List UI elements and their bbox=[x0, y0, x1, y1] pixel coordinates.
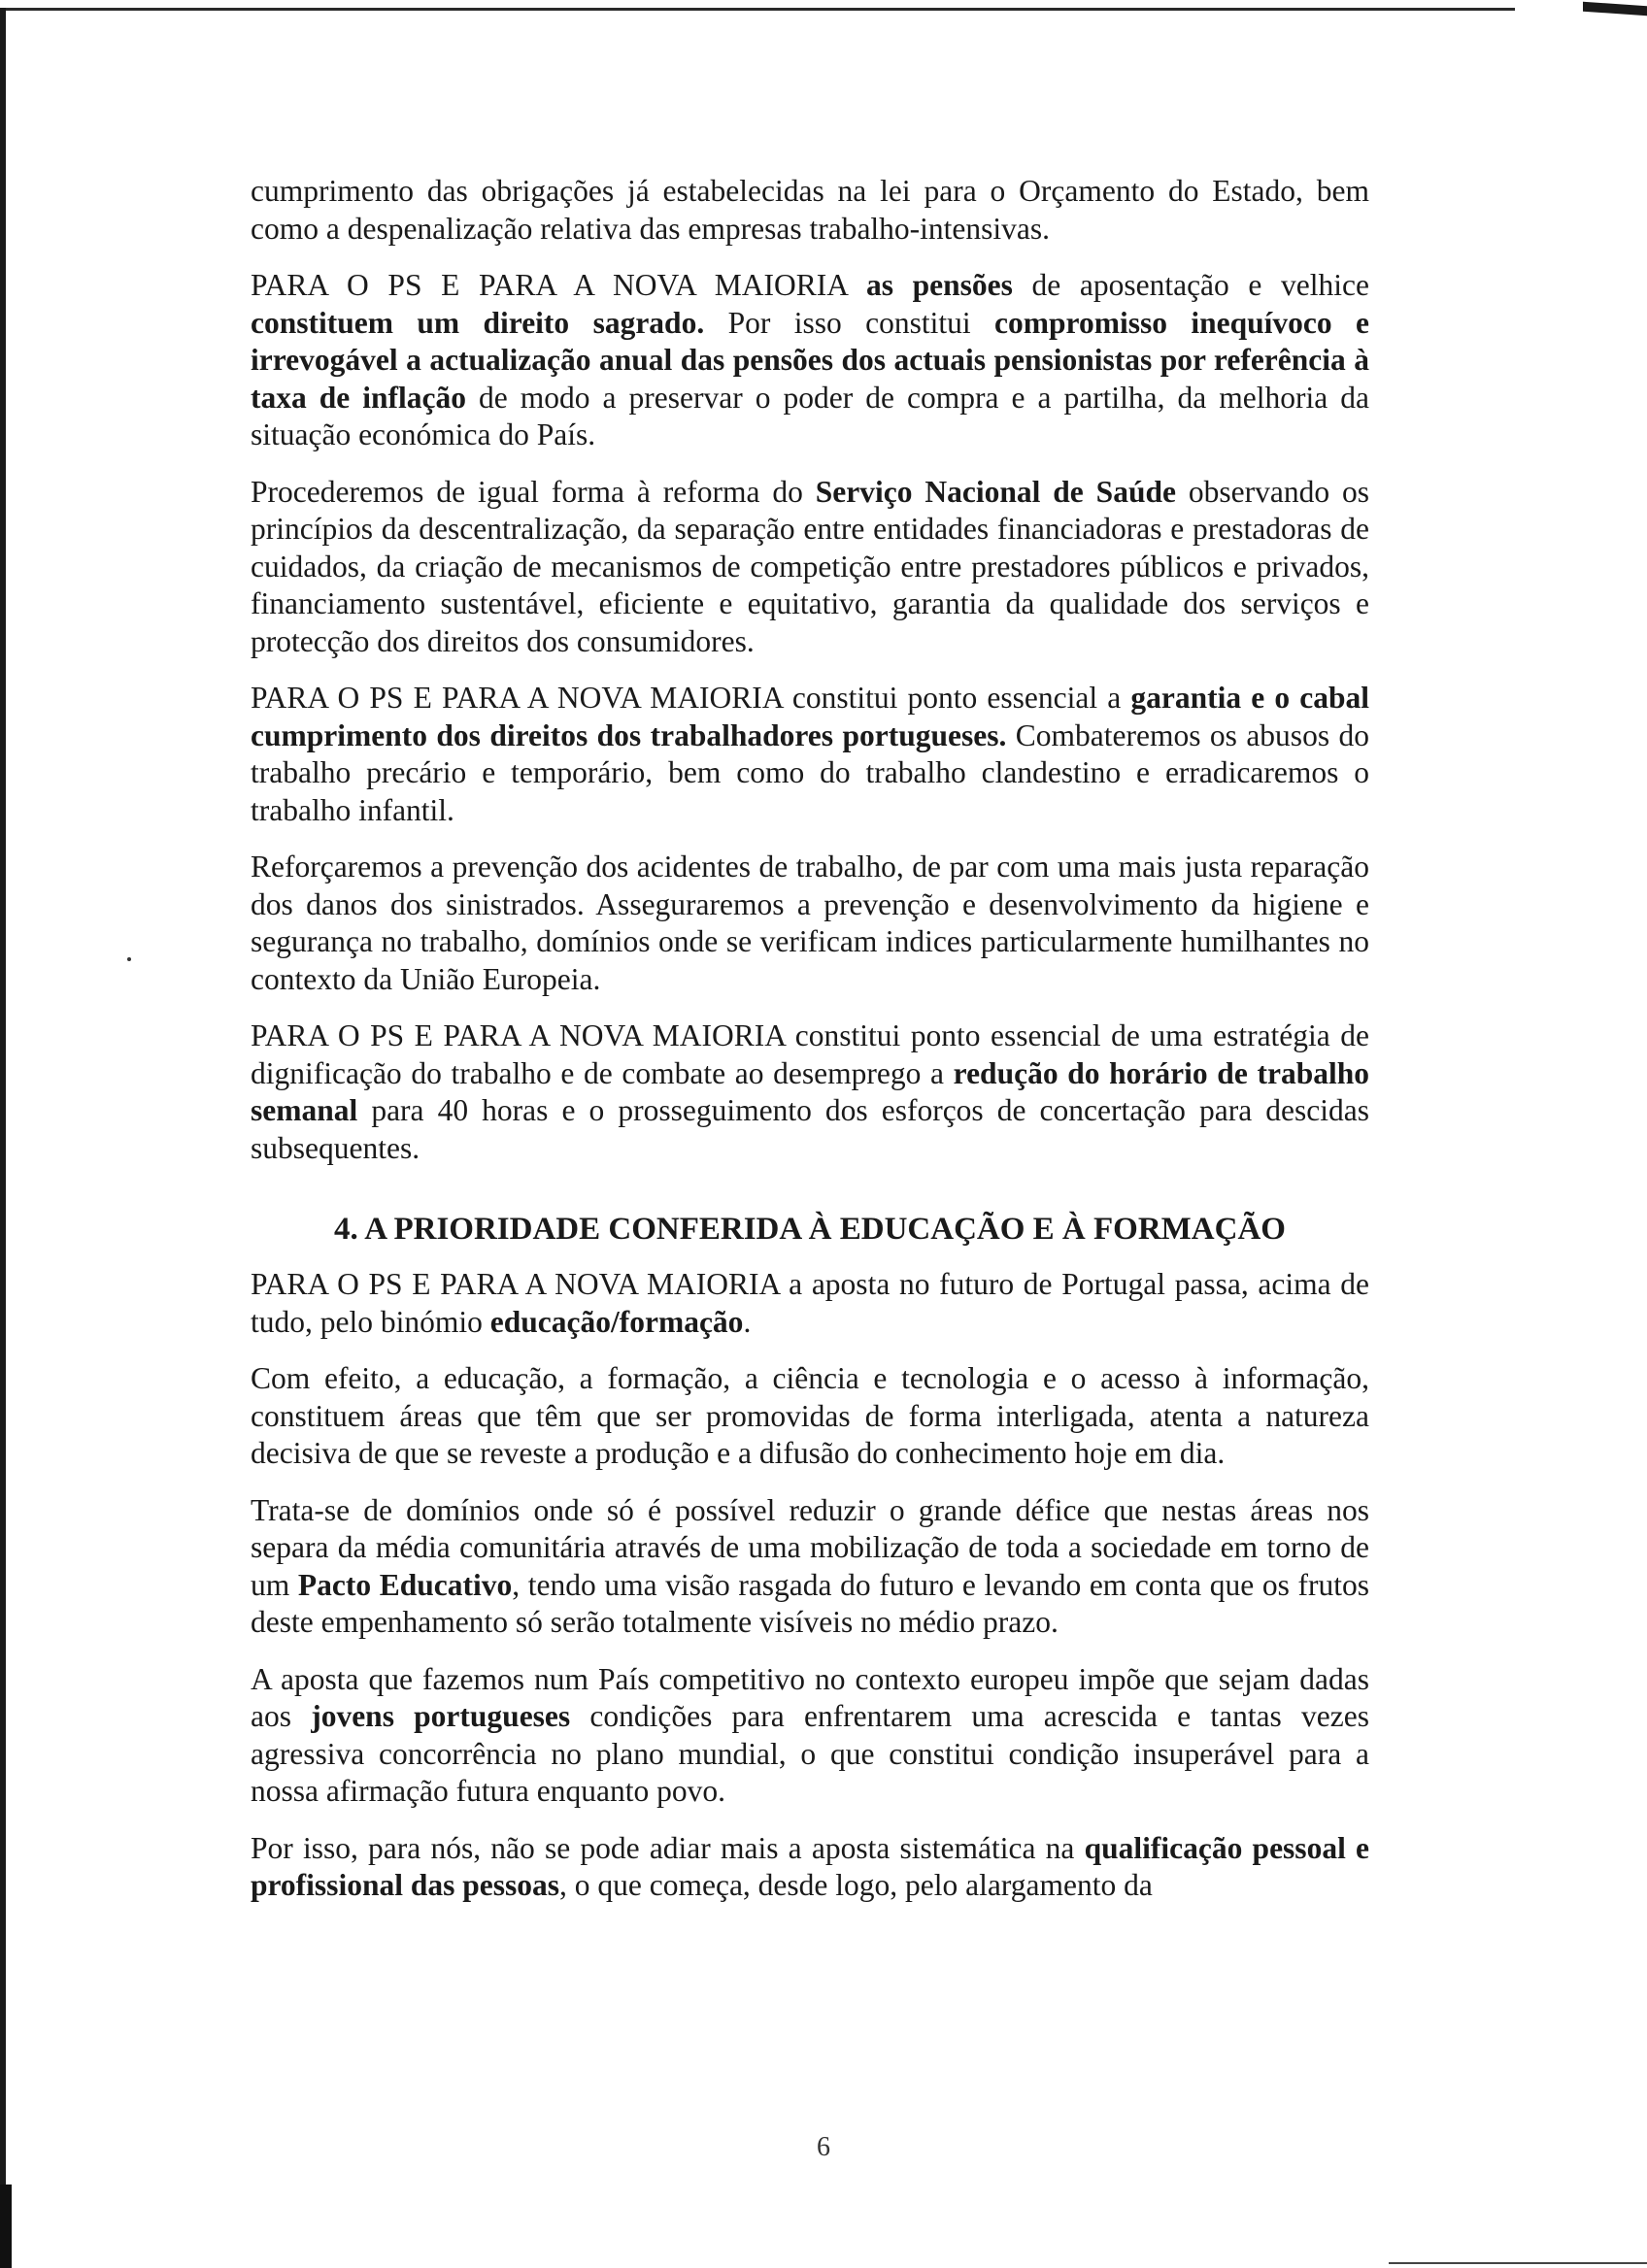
document-body bbox=[251, 173, 1369, 1924]
scan-mark-bottom-left bbox=[0, 2185, 12, 2268]
paragraph-3: Procederemos de igual forma à reforma do Serviço Nacional de Saúde observando os princípios da descentralização, da separação entre entidades financiadoras e prestadoras de cuidados, da criação de mecanismos de competição entre prestadores públicos e privados, financiamento sustentável, eficiente e equitativo, garantia da qualidade dos serviços e protecção dos direitos dos consumidores. bbox=[251, 474, 1369, 658]
paragraph-11: Por isso, para nós, não se pode adiar mais a aposta sistemática na qualificação pessoal e profissional das pessoas, o que começa, desde logo, pelo alargamento da bbox=[251, 1830, 1370, 1902]
paragraph-9: Trata-se de domínios onde só é possível reduzir o grande défice que nestas áreas nos separa da média comunitária através de uma mobilização de toda a sociedade em torno de um Pacto Educativo, tendo uma visão rasgada do futuro e levando em conta que os frutos deste empenhamento só serão totalmente visíveis no médio prazo. bbox=[251, 1492, 1369, 1639]
paragraph-2: PARA O PS E PARA A NOVA MAIORIA as pensões de aposentação e velhice constituem um direito sagrado. Por isso constitui compromisso inequívoco e irrevogável a actualização anual das pensões dos actuais pensionistas por referência à taxa de inflação de modo a preservar o poder de compra e a partilha, da melhoria da situação económica do País. bbox=[251, 268, 1370, 451]
paragraph-10: A aposta que fazemos num País competitivo no contexto europeu impõe que sejam dadas aos jovens portugueses condições para enfrentarem uma acrescida e tantas vezes agressiva concorrência no plano mundial, o que constitui condição insuperável para a nossa afirmação futura enquanto povo. bbox=[251, 1661, 1369, 1808]
paragraph-5: Reforçaremos a prevenção dos acidentes de trabalho, de par com uma mais justa reparação dos danos dos sinistrados. Asseguraremos a prevenção e desenvolvimento da higiene e segurança no trabalho, domínios onde se verificam indices particularmente humilhantes no contexto da União Europeia. bbox=[251, 850, 1369, 996]
paragraph-4: PARA O PS E PARA A NOVA MAIORIA constitui ponto essencial a garantia e o cabal cumprimento dos direitos dos trabalhadores portugueses. Combateremos os abusos do trabalho precário e temporário, bem como do trabalho clandestino e erradicaremos o trabalho infantil. bbox=[251, 681, 1369, 827]
paragraph-6: PARA O PS E PARA A NOVA MAIORIA constitui ponto essencial de uma estratégia de dignificação do trabalho e de combate ao desemprego a redução do horário de trabalho semanal para 40 horas e o prosseguimento dos esforços de concertação para descidas subsequentes. bbox=[251, 1018, 1369, 1165]
page-number: 6 bbox=[817, 2132, 830, 2162]
scan-mark-top-right bbox=[1583, 2, 1647, 17]
scan-speck bbox=[127, 957, 131, 961]
scan-edge-top bbox=[0, 8, 1515, 11]
scan-edge-left bbox=[0, 8, 6, 2268]
paragraph-8: Com efeito, a educação, a formação, a ciência e tecnologia e o acesso à informação, constituem áreas que têm que ser promovidas de forma interligada, atenta a natureza decisiva de que se reveste a produção e a difusão do conhecimento hoje em dia. bbox=[251, 1361, 1369, 1470]
paragraph-7: PARA O PS E PARA A NOVA MAIORIA a aposta no futuro de Portugal passa, acima de tudo, pelo binómio educação/formação. bbox=[251, 1267, 1369, 1339]
section-heading: 4. A PRIORIDADE CONFERIDA À EDUCAÇÃO E À FORMAÇÃO bbox=[334, 1212, 1286, 1247]
scan-edge-bottom bbox=[1389, 2262, 1647, 2264]
paragraph-1: cumprimento das obrigações já estabelecidas na lei para o Orçamento do Estado, bem como a despenalização relativa das empresas trabalho-intensivas. bbox=[251, 174, 1369, 246]
